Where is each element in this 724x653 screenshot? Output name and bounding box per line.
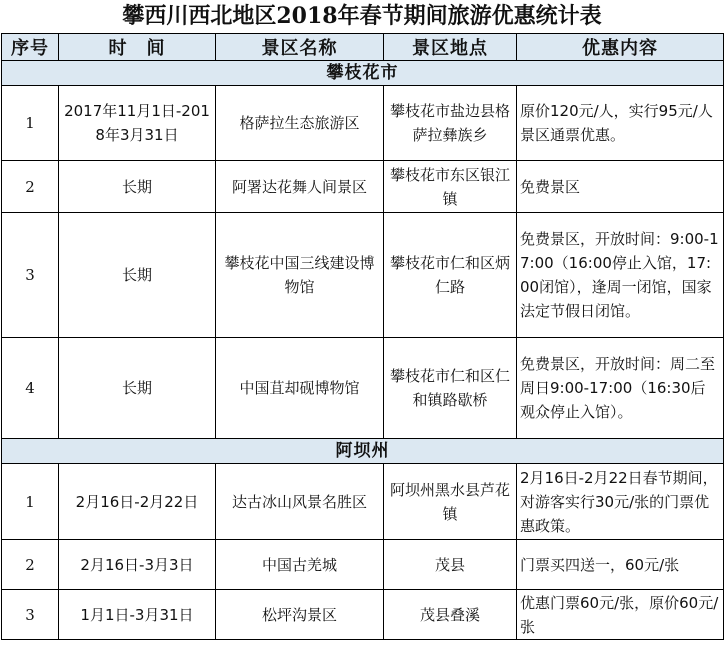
cell-location: 阿坝州黑水县芦花镇 <box>384 464 517 540</box>
cell-time: 长期 <box>59 338 216 439</box>
cell-time: 长期 <box>59 161 216 213</box>
table-row <box>2 161 724 213</box>
cell-scenic-name: 中国苴却砚博物馆 <box>216 338 384 439</box>
cell-index: 1 <box>2 464 59 540</box>
cell-location: 攀枝花市仁和区仁和镇路歇桥 <box>384 338 517 439</box>
section-title: 攀枝花市 <box>2 61 724 86</box>
cell-time: 1月1日-3月31日 <box>59 590 216 640</box>
cell-time: 2月16日-3月3日 <box>59 540 216 590</box>
cell-location: 攀枝花市仁和区炳仁路 <box>384 213 517 338</box>
cell-index: 3 <box>2 213 59 338</box>
discount-table <box>1 33 724 640</box>
cell-scenic-name: 格萨拉生态旅游区 <box>216 86 384 161</box>
cell-scenic-name: 达古冰山风景名胜区 <box>216 464 384 540</box>
cell-location: 攀枝花市东区银江镇 <box>384 161 517 213</box>
cell-index: 2 <box>2 540 59 590</box>
table-row <box>2 86 724 161</box>
cell-scenic-name: 中国古羌城 <box>216 540 384 590</box>
cell-time: 2017年11月1日-2018年3月31日 <box>59 86 216 161</box>
cell-location: 茂县叠溪 <box>384 590 517 640</box>
section-title: 阿坝州 <box>2 439 724 464</box>
section-row <box>2 61 724 86</box>
cell-index: 3 <box>2 590 59 640</box>
cell-index: 4 <box>2 338 59 439</box>
cell-offer: 原价120元/人，实行95元/人景区通票优惠。 <box>517 86 724 161</box>
cell-scenic-name: 攀枝花中国三线建设博物馆 <box>216 213 384 338</box>
table-row <box>2 540 724 590</box>
cell-offer: 门票买四送一，60元/张 <box>517 540 724 590</box>
cell-offer: 免费景区，开放时间：周二至周日9:00-17:00（16:30后观众停止入馆）。 <box>517 338 724 439</box>
cell-index: 1 <box>2 86 59 161</box>
header-location: 景区地点 <box>384 34 517 61</box>
cell-scenic-name: 松坪沟景区 <box>216 590 384 640</box>
cell-offer: 优惠门票60元/张，原价60元/张 <box>517 590 724 640</box>
table-row <box>2 464 724 540</box>
cell-index: 2 <box>2 161 59 213</box>
header-scenic-name: 景区名称 <box>216 34 384 61</box>
cell-scenic-name: 阿署达花舞人间景区 <box>216 161 384 213</box>
table-title: 攀西川西北地区2018年春节期间旅游优惠统计表 <box>122 3 602 29</box>
cell-time: 长期 <box>59 213 216 338</box>
section-row <box>2 439 724 464</box>
cell-location: 茂县 <box>384 540 517 590</box>
cell-time: 2月16日-2月22日 <box>59 464 216 540</box>
table-row <box>2 213 724 338</box>
header-index: 序号 <box>2 34 59 61</box>
table-row <box>2 590 724 640</box>
header-offer: 优惠内容 <box>517 34 724 61</box>
header-row <box>2 34 724 61</box>
cell-offer: 免费景区，开放时间：9:00-17:00（16:00停止入馆，17:00闭馆），逢周一闭馆，国家法定节假日闭馆。 <box>517 213 724 338</box>
table-row <box>2 338 724 439</box>
cell-location: 攀枝花市盐边县格萨拉彝族乡 <box>384 86 517 161</box>
header-time: 时 间 <box>59 34 216 61</box>
cell-offer: 2月16日-2月22日春节期间，对游客实行30元/张的门票优惠政策。 <box>517 464 724 540</box>
cell-offer: 免费景区 <box>517 161 724 213</box>
